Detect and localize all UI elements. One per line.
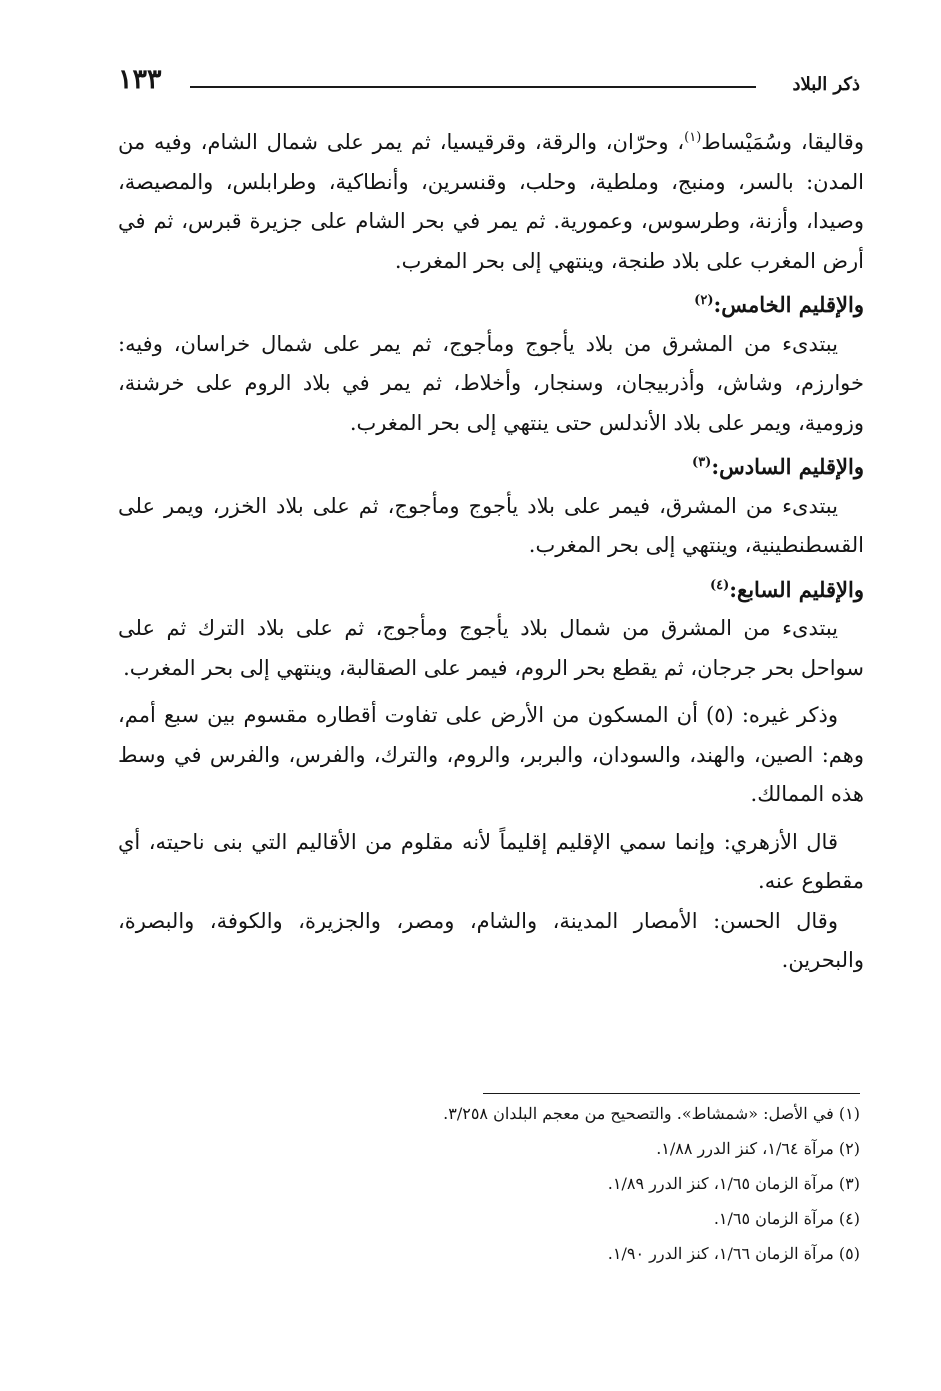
footnote-2: (٢) مرآة ١/٦٤، كنز الدرر ١/٨٨. (656, 1139, 860, 1158)
paragraph-seventh-clime: يبتدىء من المشرق من شمال بلاد يأجوج ومأجوج، ثم على بلاد الترك ثم على سواحل بحر جرجان، ثم يقطع بحر الروم، فيمر على الصقالبة، وينتهي إلى بحر المغرب. (118, 616, 864, 680)
paragraph-hasan: وقال الحسن: الأمصار المدينة، والشام، ومصر، والجزيرة، والكوفة، والبصرة، والبحرين. (118, 908, 864, 972)
paragraph-sixth-clime: يبتدىء من المشرق، فيمر على بلاد يأجوج ومأجوج، ثم على بلاد الخزر، ويمر على القسطنطينية، وينتهي إلى بحر المغرب. (118, 493, 864, 557)
footnote-1: (١) في الأصل: «شمشاط». والتصحيح من معجم البلدان ٣/٢٥٨. (443, 1104, 860, 1123)
heading-seventh-title: والإقليم السابع: (729, 576, 864, 602)
footnote-5: (٥) مرآة الزمان ١/٦٦، كنز الدرر ١/٩٠. (607, 1244, 860, 1263)
footnote-4: (٤) مرآة الزمان ١/٦٥. (713, 1209, 860, 1228)
heading-fifth-clime (118, 281, 864, 325)
footnotes (300, 1096, 860, 1271)
note-ref-2: (٢) (694, 293, 714, 308)
paragraph-fifth-clime: يبتدىء من المشرق من بلاد يأجوج ومأجوج، ثم يمر على شمال خراسان، وفيه: خوارزم، وشاش، وأذربيجان، وسنجار، وأخلاط، ثم يمر في بلاد الروم على خرشنة، وزومية، ويمر على بلاد الأندلس حتى ينتهي إلى بحر المغرب. (118, 331, 864, 435)
heading-sixth-clime (118, 443, 864, 487)
header-rule (190, 86, 756, 88)
paragraph-seven-nations: وذكر غيره: (٥) أن المسكون من الأرض على تفاوت أقطاره مقسوم بين سبع أمم، وهم: الصين، والهند، والسودان، والبربر، والروم، والترك، والفرس، والفرس في وسط هذه الممالك. (118, 703, 864, 806)
note-ref-1: (١) (684, 130, 702, 145)
page-number: ١٣٣ (118, 64, 162, 95)
heading-sixth-title: والإقليم السادس: (711, 454, 864, 479)
heading-fifth-title: والإقليم الخامس: (713, 292, 864, 317)
note-ref-4: (٤) (709, 577, 730, 593)
p1-after-note: ، وحرّان، والرقة، وقرقيسيا، ثم يمر على شمال الشام، وفيه من المدن: بالسر، ومنبج، وملطية، وحلب، وقنسرين، وأنطاكية، وطرابلس، والمصيصة، وصيدا، وأزنة، وطرسوس، وعمورية. ثم يمر في بحر الشام على جزيرة قبرس، ثم في أرض المغرب على بلاد طنجة، وينتهي إلى بحر المغرب. (118, 130, 864, 273)
page-header (118, 60, 860, 100)
paragraph-continuation (118, 118, 864, 281)
p1-before-note: وقاليقا، وسُمَيْساط (701, 130, 864, 154)
footnote-rule (483, 1093, 860, 1094)
paragraph-azhari: قال الأزهري: وإنما سمي الإقليم إقليماً لأنه مقلوم من الأقاليم التي بنى ناحيته، أي مقطوع عنه. (118, 829, 864, 893)
heading-seventh-clime (118, 566, 864, 610)
note-ref-3: (٣) (692, 455, 712, 470)
main-text (118, 118, 864, 981)
running-title: ذكر البلاد (792, 74, 860, 95)
footnote-3: (٣) مرآة الزمان ١/٦٥، كنز الدرر ١/٨٩. (607, 1174, 860, 1193)
